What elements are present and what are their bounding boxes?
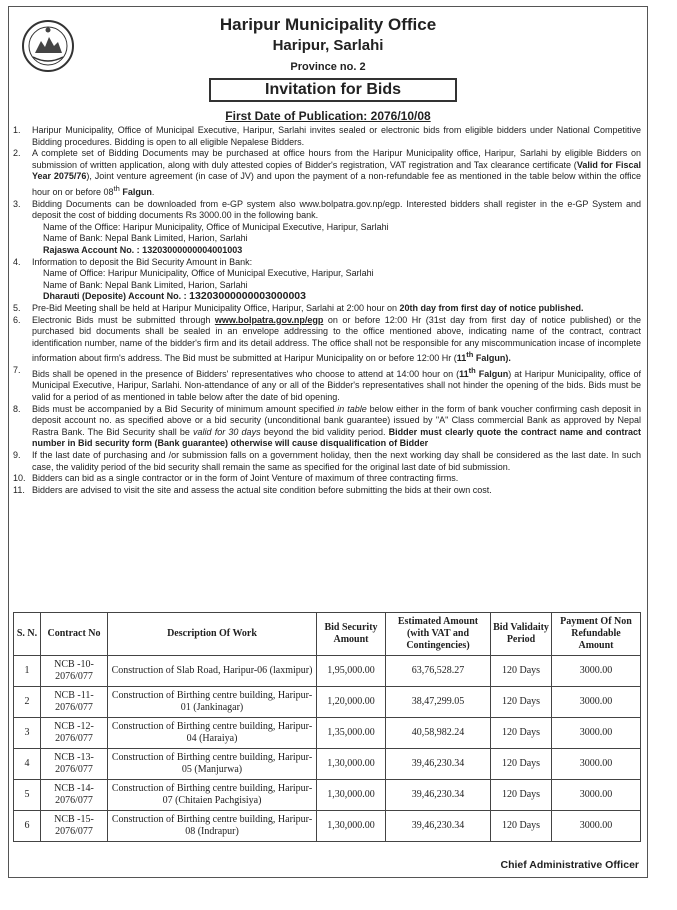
cell-payment: 3000.00 xyxy=(552,656,641,687)
cell-estimate: 39,46,230.34 xyxy=(386,749,491,780)
bank-office-line: Name of the Office: Haripur Municipality, Office of Municipal Executive, Haripur, Sarlahi xyxy=(43,221,389,232)
col-validity-header: Bid Validaity Period xyxy=(491,613,552,656)
notice-items xyxy=(13,125,641,496)
cell-contract: NCB -12- 2076/077 xyxy=(41,718,108,749)
cell-sn: 3 xyxy=(14,718,41,749)
bank-name-line: Name of Bank: Nepal Bank Limited, Harion, Sarlahi xyxy=(43,279,248,290)
item-number: 8. xyxy=(13,403,21,414)
item-number: 7. xyxy=(13,364,21,375)
cell-security: 1,95,000.00 xyxy=(317,656,386,687)
item-text: If the last date of purchasing and /or submission falls on a government holiday, then the next working day shall be considered as the last date. In such case, the validity period of the bid security shall remain the same as specified for the original last date of bid submission. xyxy=(32,450,641,472)
cell-validity: 120 Days xyxy=(491,656,552,687)
item-text: Pre-Bid Meeting shall be held at Haripur Municipality Office, Haripur, Sarlahi at 2:00 hour on xyxy=(32,302,400,313)
office-address: Haripur, Sarlahi xyxy=(272,37,384,54)
cell-sn: 5 xyxy=(14,780,41,811)
item-number: 1. xyxy=(13,125,21,135)
publication-date: First Date of Publication: 2076/10/08 xyxy=(225,109,431,123)
cell-desc: Construction of Birthing centre building, Haripur-05 (Manjurwa) xyxy=(108,749,317,780)
item-text: th xyxy=(466,350,474,360)
egp-link[interactable]: www.bolpatra.gov.np/egp xyxy=(214,314,324,325)
item-text: A complete set of Bidding Documents may be purchased at office hours from the Haripur Municipality office, Haripur, Sarlahi by eligible Bidders on submission of written application, along with duly attested copies of Bidder's registration, VAT registration and Tax clearance certificate ( xyxy=(32,148,641,170)
item-text: Bidding Documents can be downloaded from e-GP system also www.bolpatra.gov.np/egp. Interested bidders shall register in the e-GP System and deposit the cost of bidding documents Rs 3000.00 in the following bank. xyxy=(32,198,641,221)
item-text: Bids shall be opened in the presence of Bidders' representatives who choose to attend at 14:00 hour on ( xyxy=(32,368,460,379)
list-item xyxy=(13,485,641,497)
item-text: Electronic Bids must be submitted through xyxy=(32,314,215,325)
cell-estimate: 63,76,528.27 xyxy=(386,656,491,687)
cell-sn: 6 xyxy=(14,811,41,842)
bid-notice xyxy=(8,6,648,878)
table-row xyxy=(14,718,641,749)
cell-contract: NCB -14- 2076/077 xyxy=(41,780,108,811)
item-number: 10. xyxy=(13,473,26,484)
col-payment-header: Payment Of Non Refundable Amount xyxy=(552,613,641,656)
list-item xyxy=(13,148,641,198)
item-text: Haripur Municipality, Office of Municipal Executive, Haripur, Sarlahi invites sealed or electronic bids from eligible bidders under National Competitive Bidding procedures. Bidding is open to all eligible Nepalese Bidders. xyxy=(32,125,641,147)
table-row xyxy=(14,687,641,718)
list-item xyxy=(13,315,641,365)
item-text: Bidders can bid as a single contractor or in the form of Joint Venture of maximum of three contracting firms. xyxy=(32,473,459,484)
item-number: 11. xyxy=(13,484,25,495)
item-text: Bids must be accompanied by a Bid Security of minimum amount specified xyxy=(32,403,338,414)
cell-desc: Construction of Birthing centre building, Haripur-08 (Indrapur) xyxy=(108,811,317,842)
cell-validity: 120 Days xyxy=(491,749,552,780)
item-text: ) at Haripur Municipality, office of Municipal Executive, Haripur, Sarlahi. Non-attendance of any or all of the Bidder's representatives shall not hinder the opening of the bids. Bids must be valid for a period of as mentioned in table below after the date of bid opening. xyxy=(32,368,642,403)
item-text: Falgun). xyxy=(473,353,511,364)
item-text: . xyxy=(151,186,155,197)
cell-validity: 120 Days xyxy=(491,687,552,718)
cell-estimate: 38,47,299.05 xyxy=(386,687,491,718)
col-estimate-header: Estimated Amount (with VAT and Contingencies) xyxy=(386,613,491,656)
cell-estimate: 39,46,230.34 xyxy=(386,811,491,842)
bank-office-line: Name of Office: Haripur Municipality, Office of Municipal Executive, Haripur, Sarlahi xyxy=(43,268,374,279)
cell-security: 1,30,000.00 xyxy=(317,749,386,780)
item-text: th xyxy=(113,183,120,193)
col-sn-header: S. N. xyxy=(14,613,41,656)
item-text: below either in the form of bank voucher confirming cash deposit in deposit account no. as specified above or a bid security (unconditional bank guarantee) issued by "A" Class commercial Bank as approved by Nepal Rastra Bank. The Bid Security shall be xyxy=(32,403,641,437)
list-item xyxy=(13,199,641,222)
cell-security: 1,35,000.00 xyxy=(317,718,386,749)
item-text: Bidder must clearly quote the contract name and contract number in Bid security form (Bank guarantee) otherwise will cause disqualification of Bidder xyxy=(32,426,641,449)
cell-security: 1,30,000.00 xyxy=(317,811,386,842)
cell-desc: Construction of Birthing centre building, Haripur-04 (Haraiya) xyxy=(108,718,317,749)
item-text: 11 xyxy=(456,353,467,364)
cell-desc: Construction of Birthing centre building, Haripur-07 (Chitaien Pachgisiya) xyxy=(108,780,317,811)
item-text: beyond the bid validity period. xyxy=(260,426,389,437)
col-contract-header: Contract No xyxy=(41,613,108,656)
cell-payment: 3000.00 xyxy=(552,687,641,718)
item-text: Falgun xyxy=(119,186,152,197)
cell-payment: 3000.00 xyxy=(552,718,641,749)
province: Province no. 2 xyxy=(290,61,366,73)
cell-contract: NCB -11- 2076/077 xyxy=(41,687,108,718)
table-row xyxy=(14,811,641,842)
item-text: in table xyxy=(337,403,367,414)
item-text: 20th day from first day of notice published. xyxy=(399,302,584,313)
list-item xyxy=(13,404,641,450)
list-item xyxy=(13,303,641,315)
cell-payment: 3000.00 xyxy=(552,811,641,842)
item-number: 5. xyxy=(13,302,21,313)
item-text: th xyxy=(468,365,476,375)
list-item xyxy=(13,473,641,485)
item-text: valid for 30 days xyxy=(193,426,261,437)
cell-estimate: 39,46,230.34 xyxy=(386,780,491,811)
table-row xyxy=(14,656,641,687)
item-text: 11 xyxy=(459,368,469,379)
cell-desc: Construction of Birthing centre building, Haripur-01 (Jankinagar) xyxy=(108,687,317,718)
list-item xyxy=(13,125,641,148)
bank-name-line: Name of Bank: Nepal Bank Limited, Harion, Sarlahi xyxy=(43,233,248,244)
item-text: Valid for Fiscal Year 2075/76 xyxy=(32,159,641,182)
cell-validity: 120 Days xyxy=(491,780,552,811)
deposit-account-label: Dharauti (Deposite) Account No. : xyxy=(43,291,190,302)
item-number: 6. xyxy=(13,314,21,325)
bids-table xyxy=(13,612,641,842)
rajaswa-account: Rajaswa Account No. : 13203000000004001003 xyxy=(43,244,243,255)
office-name: Haripur Municipality Office xyxy=(219,15,437,34)
cell-security: 1,20,000.00 xyxy=(317,687,386,718)
table-row xyxy=(14,780,641,811)
table-header-row xyxy=(14,613,641,656)
deposit-account-number: 13203000000003000003 xyxy=(189,290,306,303)
list-item xyxy=(13,365,641,404)
cell-payment: 3000.00 xyxy=(552,749,641,780)
cell-estimate: 40,58,982.24 xyxy=(386,718,491,749)
cell-desc: Construction of Slab Road, Haripur-06 (laxmipur) xyxy=(108,656,317,687)
cell-security: 1,30,000.00 xyxy=(317,780,386,811)
cell-payment: 3000.00 xyxy=(552,780,641,811)
item-number: 3. xyxy=(13,198,21,209)
cell-sn: 2 xyxy=(14,687,41,718)
item-text: Bidders are advised to visit the site and assess the actual site condition before submitting the bids at their own cost. xyxy=(32,484,492,495)
cell-contract: NCB -13- 2076/077 xyxy=(41,749,108,780)
item-text: on or before 12:00 Hr (31st day from first day of notice published) or the purchased bid documents shall be sealed in an envelope addressing to the office mentioned above, indicating name of the contract, contract identification number, name of the bidder's firm and its detail address. The office shall not be responsible for any miscommunication incase of incomplete information about firm's address. The Bid must be submitted at Haripur Municipality on or before 12:00 Hr ( xyxy=(32,314,641,364)
list-item xyxy=(13,257,641,269)
deposit-account xyxy=(13,291,641,303)
cell-sn: 4 xyxy=(14,749,41,780)
signatory: Chief Administrative Officer xyxy=(500,859,639,871)
list-item xyxy=(13,450,641,473)
cell-contract: NCB -15- 2076/077 xyxy=(41,811,108,842)
item-number: 9. xyxy=(13,450,21,461)
cell-validity: 120 Days xyxy=(491,811,552,842)
item-text: ), Joint venture agreement (in case of JV) and upon the payment of a non-refundable fee as mentioned in the table below within the office hour on or before 08 xyxy=(32,171,641,197)
item-text: Falgun xyxy=(475,368,509,379)
col-desc-header: Description Of Work xyxy=(108,613,317,656)
item-number: 4. xyxy=(13,256,21,267)
cell-contract: NCB -10- 2076/077 xyxy=(41,656,108,687)
cell-sn: 1 xyxy=(14,656,41,687)
item-text: Information to deposit the Bid Security Amount in Bank: xyxy=(32,256,253,267)
table-row xyxy=(14,749,641,780)
notice-title: Invitation for Bids xyxy=(209,78,457,102)
item-number: 2. xyxy=(13,148,21,159)
col-security-header: Bid Security Amount xyxy=(317,613,386,656)
cell-validity: 120 Days xyxy=(491,718,552,749)
